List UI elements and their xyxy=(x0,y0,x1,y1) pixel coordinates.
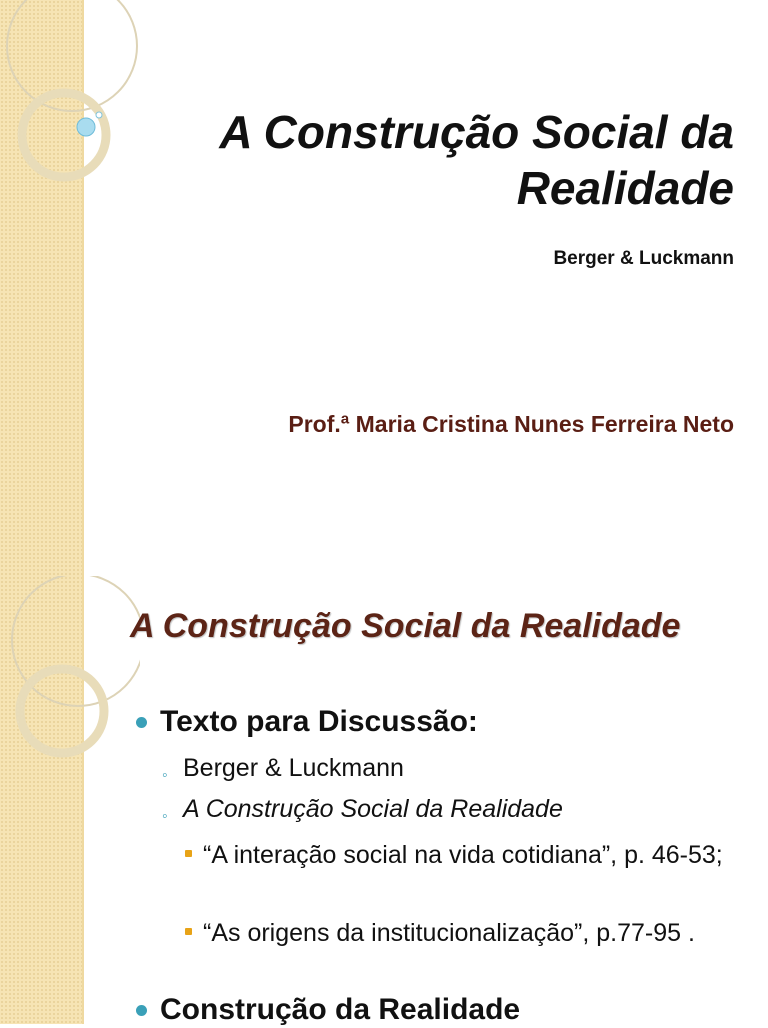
slide-2-title: A Construção Social da Realidade xyxy=(130,607,681,645)
authors-subtitle: Berger & Luckmann xyxy=(553,248,734,269)
bullet-item xyxy=(136,704,478,740)
decorative-rings-icon xyxy=(0,0,140,200)
sub-bullet-item xyxy=(162,793,563,825)
reading-text: “A interação social na vida cotidiana”, p. 46-53; xyxy=(203,841,723,869)
decorative-rings-icon xyxy=(0,576,140,776)
bullet-dot-icon xyxy=(136,717,147,728)
square-bullet-icon xyxy=(185,928,192,935)
sub-bullet-text: Berger & Luckmann xyxy=(183,754,404,782)
square-bullet-icon xyxy=(185,850,192,857)
reading-item xyxy=(185,916,745,950)
sub-bullet-text: A Construção Social da Realidade xyxy=(183,795,563,823)
reading-item xyxy=(185,838,745,872)
professor-name: Prof.ª Maria Cristina Nunes Ferreira Neto xyxy=(288,411,734,437)
ring-bullet-icon: ◦ xyxy=(162,808,168,825)
sub-bullet-item xyxy=(162,752,404,784)
bullet-item xyxy=(136,992,520,1028)
bullet-dot-icon xyxy=(136,1005,147,1016)
slide-title: A Construção Social da Realidade xyxy=(219,106,734,214)
bullet-text: Construção da Realidade xyxy=(160,993,521,1026)
reading-text: “As origens da institucionalização”, p.77-95 . xyxy=(203,919,695,947)
ring-bullet-icon: ◦ xyxy=(162,767,168,784)
bullet-text: Texto para Discussão: xyxy=(160,705,478,738)
